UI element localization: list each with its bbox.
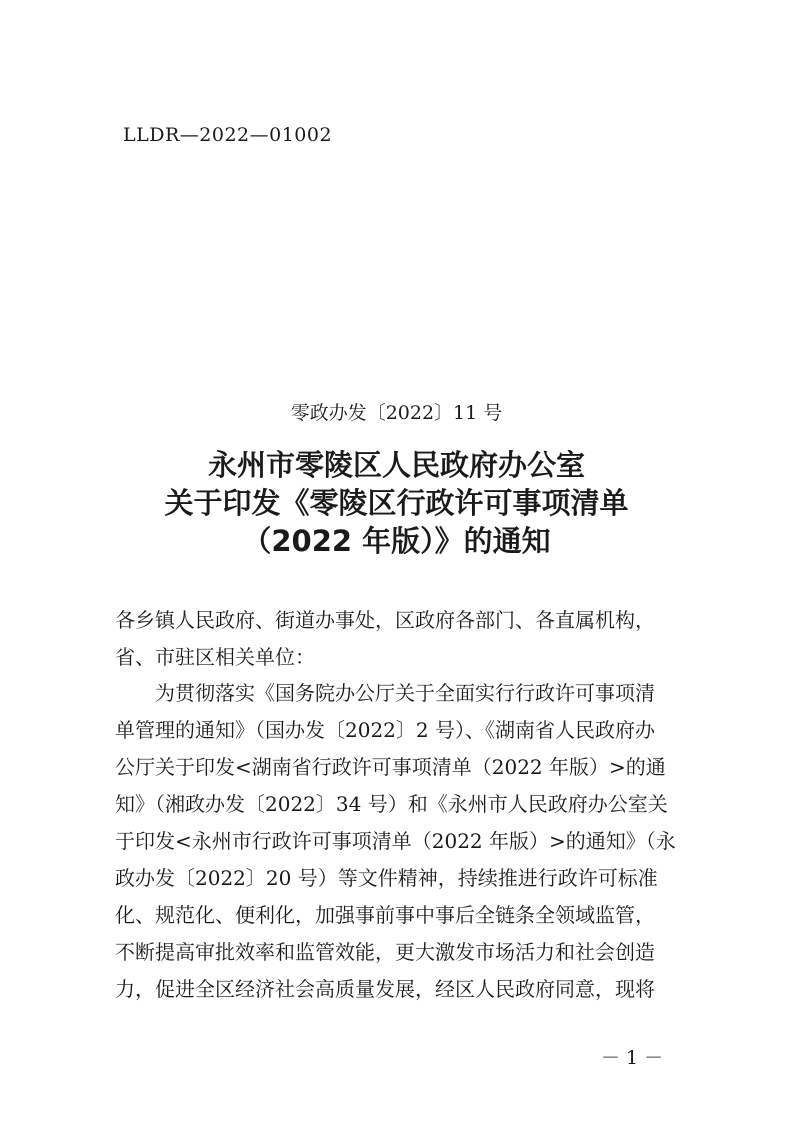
body-line: 化、规范化、便利化，加强事前事中事后全链条全领域监管， xyxy=(115,903,655,927)
body-line: 力，促进全区经济社会高质量发展，经区人民政府同意，现将 xyxy=(115,977,655,1001)
body-line: 不断提高审批效率和监管效能，更大激发市场活力和社会创造 xyxy=(115,940,655,964)
document-number: 零政办发〔2022〕11 号 xyxy=(290,402,503,424)
body-line: 为贯彻落实《国务院办公厅关于全面实行行政许可事项清 xyxy=(155,681,655,705)
body-line: 政办发〔2022〕20 号）等文件精神，持续推进行政许可标准 xyxy=(115,866,658,890)
title-line: 永州市零陵区人民政府办公室 xyxy=(207,448,585,482)
title-line: （2022 年版）》的通知 xyxy=(242,524,551,558)
salutation xyxy=(115,602,695,676)
title-line: 关于印发《零陵区行政许可事项清单 xyxy=(164,486,629,520)
body-line: 于印发<永州市行政许可事项清单（2022 年版）>的通知》（永 xyxy=(115,829,676,853)
page-number: － 1 － xyxy=(601,1047,664,1069)
body-line: 公厅关于印发<湖南省行政许可事项清单（2022 年版）>的通 xyxy=(115,755,666,779)
document-title xyxy=(0,446,793,560)
body-paragraph xyxy=(115,675,695,1008)
body-line: 知》（湘政办发〔2022〕34 号）和《永州市人民政府办公室关 xyxy=(115,792,668,816)
document-code: LLDR—2022—01002 xyxy=(123,124,333,146)
salutation-line: 省、市驻区相关单位： xyxy=(115,645,315,669)
salutation-line: 各乡镇人民政府、街道办事处，区政府各部门、各直属机构， xyxy=(115,608,655,632)
body-line: 单管理的通知》（国办发〔2022〕2 号）、《湖南省人民政府办 xyxy=(115,718,655,742)
